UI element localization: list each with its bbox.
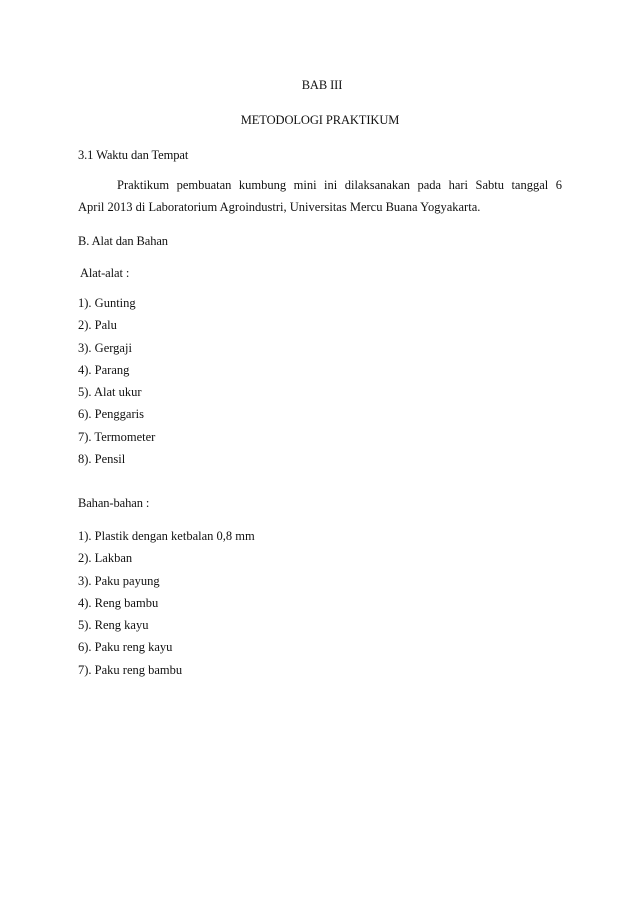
list-item: 4). Parang [78, 362, 130, 377]
alat-list [78, 296, 155, 474]
section-heading-alat-bahan: B. Alat dan Bahan [78, 234, 168, 248]
chapter-title: BAB III [301, 78, 343, 92]
list-item: 6). Paku reng kayu [78, 640, 173, 655]
paragraph-line-2: April 2013 di Laboratorium Agroindustri, Universitas Mercu Buana Yogyakarta. [78, 200, 481, 214]
list-item: 6). Penggaris [78, 407, 144, 422]
list-item: 2). Lakban [78, 551, 133, 566]
list-item: 2). Palu [78, 318, 117, 333]
list-item: 1). Gunting [78, 296, 136, 310]
section-heading-waktu-tempat: 3.1 Waktu dan Tempat [78, 148, 189, 162]
list-item: 7). Paku reng bambu [78, 662, 183, 677]
list-item: 3). Gergaji [78, 340, 132, 355]
list-item: 7). Termometer [78, 429, 156, 444]
list-item: 4). Reng bambu [78, 595, 159, 610]
paragraph-line-1: Praktikum pembuatan kumbung mini ini dilaksanakan pada hari Sabtu tanggal 6 [117, 178, 562, 192]
list-item: 8). Pensil [78, 452, 126, 467]
bahan-list [78, 529, 255, 685]
list-item: 3). Paku payung [78, 573, 160, 588]
bahan-heading: Bahan-bahan : [78, 496, 150, 510]
list-item: 5). Alat ukur [78, 385, 142, 400]
alat-heading: Alat-alat : [80, 266, 130, 280]
list-item: 1). Plastik dengan ketbalan 0,8 mm [78, 529, 255, 543]
chapter-subtitle: METODOLOGI PRAKTIKUM [240, 113, 400, 127]
list-item: 5). Reng kayu [78, 618, 149, 633]
